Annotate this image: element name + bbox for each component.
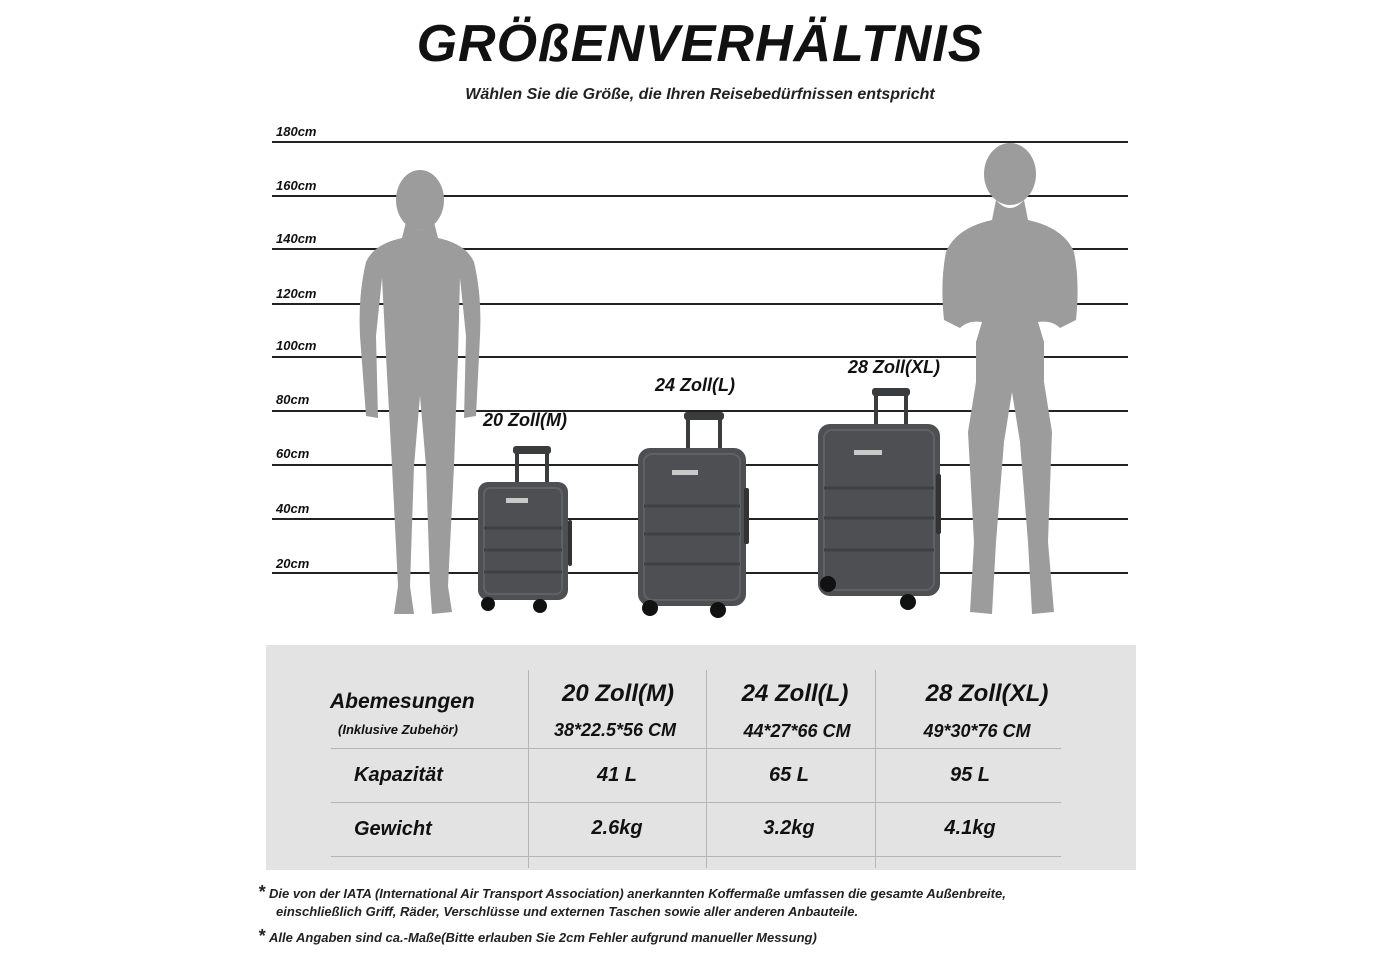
scale-label-40: 40cm [276, 501, 310, 516]
note-2-text: Alle Angaben sind ca.-Maße(Bitte erlauben Sie 2cm Fehler aufgrund manueller Messung) [269, 930, 817, 945]
scale-label-20: 20cm [276, 556, 310, 571]
weight-label: Gewicht [354, 818, 432, 840]
page-subtitle: Wählen Sie die Größe, die Ihren Reisebedürfnissen entspricht [465, 86, 935, 103]
note-2 [258, 926, 817, 947]
table-divider-3 [331, 856, 1061, 857]
note-1 [258, 882, 1006, 903]
suitcase-large-icon [812, 384, 948, 614]
weight-28: 4.1kg [944, 817, 996, 839]
suitcase-label-large: 28 Zoll(XL) [847, 357, 940, 377]
suitcase-medium-icon [632, 408, 760, 620]
table-divider-1 [331, 748, 1061, 749]
dimensions-note: (Inklusive Zubehör) [338, 722, 458, 737]
table-column-divider-1 [528, 670, 529, 868]
capacity-20: 41 L [596, 764, 638, 786]
note-1-line-1: Die von der IATA (International Air Transport Association) anerkannten Koffermaße umfassen die gesamte Außenbreite, [269, 886, 1006, 901]
page-title: GRÖßENVERHÄLTNIS [416, 15, 984, 73]
scale-label-140: 140cm [276, 231, 317, 246]
capacity-label: Kapazität [354, 764, 443, 786]
table-column-divider-2 [706, 670, 707, 868]
suitcase-label-medium: 24 Zoll(L) [655, 375, 735, 395]
scale-label-120: 120cm [276, 286, 317, 301]
note-star-2: * [258, 926, 266, 946]
weight-24: 3.2kg [763, 817, 815, 839]
column-title-28: 28 Zoll(XL) [925, 680, 1049, 707]
table-column-divider-3 [875, 670, 876, 868]
note-1-line-2: einschließlich Griff, Räder, Verschlüsse und externen Taschen sowie aller anderen Anbauteile. [276, 904, 859, 919]
scale-label-160: 160cm [276, 178, 317, 193]
weight-20: 2.6kg [591, 817, 643, 839]
man-silhouette-icon [940, 142, 1080, 624]
column-dims-24: 44*27*66 CM [743, 721, 851, 741]
scale-label-60: 60cm [276, 446, 310, 461]
capacity-24: 65 L [768, 764, 810, 786]
column-dims-20: 38*22.5*56 CM [553, 720, 677, 740]
capacity-28: 95 L [949, 764, 991, 786]
column-title-20: 20 Zoll(M) [562, 680, 674, 707]
scale-label-180: 180cm [276, 124, 317, 139]
column-dims-28: 49*30*76 CM [923, 721, 1031, 741]
note-star-1: * [258, 882, 266, 902]
scale-label-100: 100cm [276, 338, 317, 353]
column-title-24: 24 Zoll(L) [741, 680, 849, 707]
suitcase-small-icon [470, 442, 580, 614]
scale-label-80: 80cm [276, 392, 310, 407]
dimensions-label: Abemesungen [330, 690, 475, 713]
woman-silhouette-icon [348, 166, 488, 622]
suitcase-label-small: 20 Zoll(M) [483, 410, 567, 430]
table-divider-2 [331, 802, 1061, 803]
